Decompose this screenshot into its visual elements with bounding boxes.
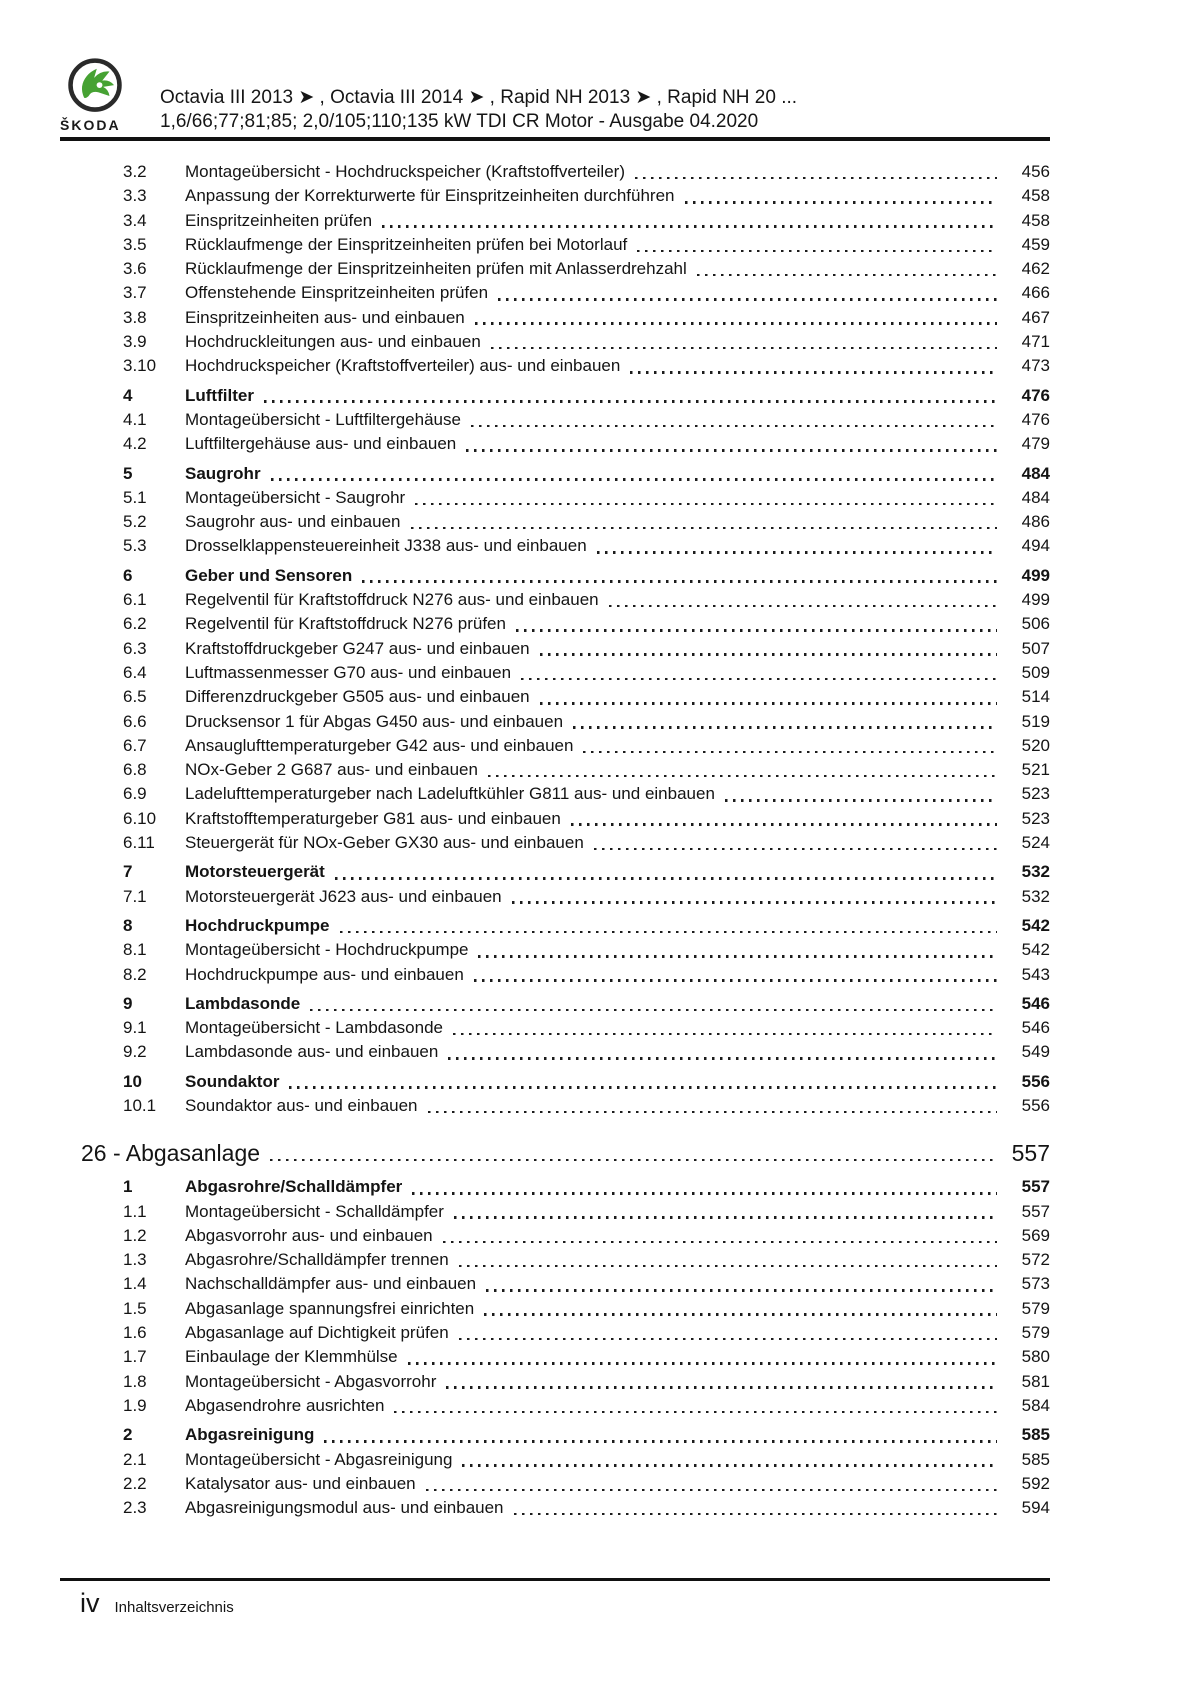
- toc-entry-title: Einspritzeinheiten prüfen: [185, 210, 373, 230]
- toc-entry-title: 26 - Abgasanlage: [81, 1140, 261, 1167]
- dot-leader: [540, 702, 997, 705]
- toc-entry-title: Offenstehende Einspritzeinheiten prüfen: [185, 283, 489, 303]
- toc-entry-row: [60, 637, 1050, 661]
- toc-entry-row: [60, 831, 1050, 855]
- toc-entry-number: 3.3: [123, 186, 147, 206]
- dot-leader: [412, 1192, 997, 1195]
- toc-entry-row: [60, 1345, 1050, 1369]
- toc-entry-number: 1: [123, 1177, 133, 1197]
- dot-leader: [446, 1386, 997, 1389]
- toc-entry-title: Abgasendrohre ausrichten: [185, 1395, 385, 1415]
- toc-entry-page: 479: [1021, 434, 1050, 454]
- toc-entry-page: 486: [1021, 512, 1050, 532]
- toc-entry-title: Abgasanlage spannungsfrei einrichten: [185, 1298, 475, 1318]
- document-titles: [160, 86, 797, 134]
- dot-leader: [521, 678, 997, 681]
- toc-chapter-row: [60, 1138, 1050, 1168]
- toc-entry-page: 581: [1021, 1371, 1050, 1391]
- toc-entry-page: 476: [1021, 409, 1050, 429]
- toc-entry-title: Drucksensor 1 für Abgas G450 aus- und einbauen: [185, 711, 564, 731]
- dot-leader: [516, 629, 997, 632]
- toc-entry-page: 594: [1021, 1498, 1050, 1518]
- dot-leader: [466, 449, 997, 452]
- toc-entry-row: [60, 685, 1050, 709]
- toc-entry-title: Montageübersicht - Lambdasonde: [185, 1018, 443, 1038]
- toc-entry-number: 3.9: [123, 332, 147, 352]
- toc-entry-title: Ladelufttemperaturgeber nach Ladeluftkühler G811 aus- und einbauen: [185, 784, 715, 804]
- toc-entry-page: 523: [1021, 808, 1050, 828]
- toc-entry-title: Nachschalldämpfer aus- und einbauen: [185, 1274, 477, 1294]
- dot-leader: [362, 580, 997, 583]
- toc-entry-number: 1.8: [123, 1371, 147, 1391]
- toc-entry-page: 484: [1021, 463, 1050, 483]
- dot-leader: [310, 1009, 997, 1012]
- dot-leader: [597, 551, 997, 554]
- toc-entry-row: [60, 1200, 1050, 1224]
- dot-leader: [609, 605, 997, 608]
- dot-leader: [415, 503, 997, 506]
- toc-entry-number: 4.1: [123, 409, 147, 429]
- footer-section-label: Inhaltsverzeichnis: [114, 1599, 234, 1616]
- toc-entry-row: [60, 1448, 1050, 1472]
- toc-entry-number: 1.3: [123, 1250, 147, 1270]
- toc-entry-number: 4.2: [123, 434, 147, 454]
- dot-leader: [571, 823, 997, 826]
- toc-entry-page: 471: [1021, 332, 1050, 352]
- toc-entry-row: [60, 1496, 1050, 1520]
- toc-entry-page: 524: [1021, 833, 1050, 853]
- toc-entry-number: 6.11: [123, 833, 155, 853]
- toc-entry-title: Lambdasonde: [185, 993, 301, 1013]
- toc-entry-row: [60, 782, 1050, 806]
- toc-entry-page: 521: [1021, 760, 1050, 780]
- page-header: [60, 56, 1050, 141]
- toc-entry-row: [60, 661, 1050, 685]
- toc-entry-title: Montageübersicht - Hochdruckspeicher (Kraftstoffverteiler): [185, 162, 625, 181]
- toc-entry-title: Anpassung der Korrekturwerte für Einspritzeinheiten durchführen: [185, 186, 675, 206]
- toc-entry-row: [60, 1370, 1050, 1394]
- dot-leader: [725, 799, 997, 802]
- dot-leader: [635, 177, 997, 180]
- brand-name: ŠKODA: [60, 117, 121, 133]
- toc-entry-number: 8: [123, 915, 133, 935]
- toc-entry-title: Motorsteuergerät: [185, 862, 325, 882]
- toc-entry-row: [60, 281, 1050, 305]
- page-footer: [60, 1578, 1050, 1617]
- toc-entry-title: Montageübersicht - Luftfiltergehäuse: [185, 409, 461, 429]
- toc-entry-page: 556: [1021, 1071, 1050, 1091]
- toc-entry-title: Saugrohr: [185, 463, 261, 483]
- toc-entry-title: Luftfilter: [185, 385, 254, 405]
- dot-leader: [484, 1313, 997, 1316]
- dot-leader: [573, 726, 997, 729]
- dot-leader: [474, 979, 997, 982]
- toc-entry-row: [60, 462, 1050, 486]
- toc-entry-title: Einbaulage der Klemmhülse: [185, 1347, 398, 1367]
- toc-entry-number: 5.3: [123, 536, 147, 556]
- dot-leader: [428, 1111, 997, 1114]
- toc-entry-title: Drosselklappensteuereinheit J338 aus- und einbauen: [185, 536, 587, 556]
- dot-leader: [488, 775, 997, 778]
- toc-entry-title: Hochdruckpumpe aus- und einbauen: [185, 964, 464, 984]
- toc-entry-number: 6.2: [123, 614, 147, 634]
- toc-entry-title: Saugrohr aus- und einbauen: [185, 512, 401, 532]
- dot-leader: [411, 527, 998, 530]
- toc-entry-number: 6.3: [123, 638, 147, 658]
- toc-entry-number: 2.1: [123, 1449, 147, 1469]
- toc-entry-row: [60, 354, 1050, 378]
- toc-entry-row: [60, 885, 1050, 909]
- toc-entry-title: Abgasreinigung: [185, 1425, 315, 1445]
- toc-entry-page: 549: [1021, 1042, 1050, 1062]
- toc-entry-row: [60, 330, 1050, 354]
- toc-entry-title: Abgasvorrohr aus- und einbauen: [185, 1225, 433, 1245]
- skoda-logo-icon: [66, 56, 124, 116]
- toc-entry-page: 499: [1021, 565, 1050, 585]
- toc-entry-row: [60, 1248, 1050, 1272]
- dot-leader: [514, 1513, 997, 1516]
- dot-leader: [498, 298, 997, 301]
- toc-entry-title: NOx-Geber 2 G687 aus- und einbauen: [185, 760, 478, 780]
- dot-leader: [459, 1338, 997, 1341]
- toc-entry-row: [60, 963, 1050, 987]
- toc-entry-number: 3.8: [123, 307, 147, 327]
- dot-leader: [512, 901, 997, 904]
- toc-entry-number: 5.1: [123, 487, 147, 507]
- toc-entry-page: 462: [1021, 259, 1050, 279]
- toc-entry-page: 458: [1021, 186, 1050, 206]
- toc-entry-number: 1.9: [123, 1395, 147, 1415]
- toc-entry-row: [60, 612, 1050, 636]
- toc-entry-title: Rücklaufmenge der Einspritzeinheiten prüfen mit Anlasserdrehzahl: [185, 259, 687, 279]
- dot-leader: [340, 931, 997, 934]
- toc-entry-row: [60, 432, 1050, 456]
- toc-entry-row: [60, 710, 1050, 734]
- toc-entry-title: Kraftstoffdruckgeber G247 aus- und einbauen: [185, 638, 530, 658]
- toc-entry-page: 573: [1021, 1274, 1050, 1294]
- dot-leader: [637, 250, 997, 253]
- toc-entry-title: Geber und Sensoren: [185, 565, 353, 585]
- toc-entry-number: 3.5: [123, 234, 147, 254]
- toc-entry-page: 584: [1021, 1395, 1050, 1415]
- toc-entry-row: [60, 486, 1050, 510]
- toc-entry-row: [60, 1394, 1050, 1418]
- toc-entry-row: [60, 938, 1050, 962]
- toc-entry-title: Regelventil für Kraftstoffdruck N276 prüfen: [185, 614, 506, 634]
- toc-entry-row: [60, 1297, 1050, 1321]
- toc-entry-page: 506: [1021, 614, 1050, 634]
- toc-entry-page: 514: [1021, 687, 1050, 707]
- toc-entry-row: [60, 588, 1050, 612]
- toc-entry-number: 1.1: [123, 1201, 147, 1221]
- toc-entry-row: [60, 758, 1050, 782]
- toc-entry-number: 6.6: [123, 711, 147, 731]
- toc-entry-page: 557: [1021, 1177, 1050, 1197]
- toc-entry-page: 569: [1021, 1225, 1050, 1245]
- toc-entry-title: Montageübersicht - Abgasreinigung: [185, 1449, 453, 1469]
- toc-entry-title: Montageübersicht - Saugrohr: [185, 487, 406, 507]
- toc-entry-number: 5: [123, 463, 133, 483]
- toc-entry-row: [60, 807, 1050, 831]
- dot-leader: [408, 1362, 997, 1365]
- document-title-models: Octavia III 2013 ➤ , Octavia III 2014 ➤ , Rapid NH 2013 ➤ , Rapid NH 20 ...: [160, 87, 798, 108]
- toc-entry-row: [60, 1224, 1050, 1248]
- toc-entry-page: 484: [1021, 487, 1050, 507]
- toc-entry-title: Steuergerät für NOx-Geber GX30 aus- und einbauen: [185, 833, 584, 853]
- document-title-engine: 1,6/66;77;81;85; 2,0/105;110;135 kW TDI CR Motor - Ausgabe 04.2020: [160, 111, 759, 132]
- dot-leader: [478, 955, 997, 958]
- folio-page-number: iv: [80, 1588, 100, 1618]
- toc-entry-title: Hochdruckleitungen aus- und einbauen: [185, 332, 481, 352]
- toc-entry-number: 4: [123, 385, 133, 405]
- toc-list: [60, 141, 1050, 1520]
- toc-entry-page: 572: [1021, 1250, 1050, 1270]
- toc-entry-title: Abgasanlage auf Dichtigkeit prüfen: [185, 1323, 449, 1343]
- toc-entry-page: 542: [1021, 940, 1050, 960]
- toc-entry-row: [60, 734, 1050, 758]
- dot-leader: [453, 1033, 997, 1036]
- toc-entry-number: 3.2: [123, 162, 147, 181]
- toc-entry-page: 459: [1021, 234, 1050, 254]
- toc-entry-title: Rücklaufmenge der Einspritzeinheiten prüfen bei Motorlauf: [185, 234, 628, 254]
- dot-leader: [264, 400, 997, 403]
- toc-entry-title: Abgasrohre/Schalldämpfer: [185, 1177, 403, 1197]
- toc-entry-number: 7.1: [123, 886, 147, 906]
- toc-entry-number: 9.1: [123, 1018, 147, 1038]
- toc-entry-number: 3.7: [123, 283, 147, 303]
- toc-entry-row: [60, 1016, 1050, 1040]
- dot-leader: [540, 653, 997, 656]
- dot-leader: [486, 1289, 997, 1292]
- toc-entry-title: Regelventil für Kraftstoffdruck N276 aus- und einbauen: [185, 590, 599, 610]
- dot-leader: [382, 225, 997, 228]
- toc-entry-title: Katalysator aus- und einbauen: [185, 1473, 416, 1493]
- dot-leader: [475, 322, 997, 325]
- toc-entry-title: Einspritzeinheiten aus- und einbauen: [185, 307, 465, 327]
- toc-entry-title: Luftfiltergehäuse aus- und einbauen: [185, 434, 457, 454]
- toc-entry-page: 543: [1021, 964, 1050, 984]
- toc-entry-number: 6: [123, 565, 133, 585]
- toc-entry-page: 557: [1021, 1201, 1050, 1221]
- toc-entry-number: 8.2: [123, 964, 147, 984]
- toc-entry-page: 592: [1021, 1473, 1050, 1493]
- toc-entry-number: 2.2: [123, 1473, 147, 1493]
- toc-entry-page: 458: [1021, 210, 1050, 230]
- toc-entry-number: 6.9: [123, 784, 147, 804]
- toc-entry-row: [60, 233, 1050, 257]
- toc-entry-number: 10: [123, 1071, 142, 1091]
- toc-entry-page: 580: [1021, 1347, 1050, 1367]
- toc-entry-row: [60, 564, 1050, 588]
- dot-leader: [462, 1464, 997, 1467]
- toc-entry-row: [60, 257, 1050, 281]
- toc-entry-page: 507: [1021, 638, 1050, 658]
- dot-leader: [426, 1489, 997, 1492]
- toc-entry-row: [60, 510, 1050, 534]
- toc-entry-title: Soundaktor: [185, 1071, 280, 1091]
- toc-entry-row: [60, 160, 1050, 184]
- toc-entry-number: 1.4: [123, 1274, 147, 1294]
- toc-entry-row: [60, 1423, 1050, 1447]
- toc-entry-page: 476: [1021, 385, 1050, 405]
- toc-entry-page: 579: [1021, 1323, 1050, 1343]
- toc-entry-title: Montageübersicht - Abgasvorrohr: [185, 1371, 437, 1391]
- toc-entry-page: 467: [1021, 307, 1050, 327]
- toc-entry-page: 546: [1021, 993, 1050, 1013]
- toc-entry-page: 519: [1021, 711, 1050, 731]
- toc-entry-page: 546: [1021, 1018, 1050, 1038]
- toc-entry-title: Abgasreinigungsmodul aus- und einbauen: [185, 1498, 504, 1518]
- toc-entry-row: [60, 1175, 1050, 1199]
- toc-entry-row: [60, 209, 1050, 233]
- toc-entry-number: 6.7: [123, 735, 147, 755]
- toc-entry-number: 6.4: [123, 662, 147, 682]
- dot-leader: [685, 201, 998, 204]
- toc-entry-page: 473: [1021, 356, 1050, 376]
- toc-entry-number: 6.5: [123, 687, 147, 707]
- toc-entry-title: Montageübersicht - Hochdruckpumpe: [185, 940, 469, 960]
- toc-entry-number: 1.7: [123, 1347, 147, 1367]
- toc-entry-row: [60, 306, 1050, 330]
- dot-leader: [270, 1159, 997, 1162]
- toc-entry-row: [60, 1070, 1050, 1094]
- dot-leader: [443, 1241, 997, 1244]
- toc-entry-number: 3.10: [123, 356, 157, 376]
- toc-entry-row: [60, 992, 1050, 1016]
- toc-entry-title: Kraftstofftemperaturgeber G81 aus- und einbauen: [185, 808, 561, 828]
- toc-entry-page: 585: [1021, 1425, 1050, 1445]
- toc-entry-number: 2.3: [123, 1498, 147, 1518]
- toc-entry-title: Hochdruckpumpe: [185, 915, 330, 935]
- dot-leader: [454, 1216, 997, 1219]
- toc-entry-number: 1.6: [123, 1323, 147, 1343]
- toc-entry-page: 523: [1021, 784, 1050, 804]
- toc-entry-title: Montageübersicht - Schalldämpfer: [185, 1201, 444, 1221]
- toc-entry-title: Lambdasonde aus- und einbauen: [185, 1042, 439, 1062]
- toc-entry-number: 6.8: [123, 760, 147, 780]
- toc-entry-row: [60, 184, 1050, 208]
- dot-leader: [583, 751, 997, 754]
- toc-entry-row: [60, 408, 1050, 432]
- toc-entry-page: 509: [1021, 662, 1050, 682]
- toc-entry-title: Hochdruckspeicher (Kraftstoffverteiler) aus- und einbauen: [185, 356, 621, 376]
- toc-entry-row: [60, 860, 1050, 884]
- dot-leader: [630, 371, 997, 374]
- brand-block: [60, 56, 142, 133]
- dot-leader: [594, 848, 997, 851]
- toc-entry-title: Motorsteuergerät J623 aus- und einbauen: [185, 886, 502, 906]
- toc-entry-page: 542: [1021, 915, 1050, 935]
- toc-entry-row: [60, 384, 1050, 408]
- dot-leader: [697, 274, 997, 277]
- toc-entry-title: Ansauglufttemperaturgeber G42 aus- und einbauen: [185, 735, 574, 755]
- toc-entry-title: Abgasrohre/Schalldämpfer trennen: [185, 1250, 449, 1270]
- toc-entry-number: 10.1: [123, 1095, 157, 1115]
- toc-entry-row: [60, 1272, 1050, 1296]
- toc-entry-number: 6.10: [123, 808, 157, 828]
- dot-leader: [324, 1440, 997, 1443]
- toc-entry-number: 1.5: [123, 1298, 147, 1318]
- toc-entry-page: 494: [1021, 536, 1050, 556]
- dot-leader: [271, 478, 997, 481]
- toc-entry-page: 556: [1021, 1095, 1050, 1115]
- dot-leader: [448, 1057, 997, 1060]
- toc-entry-page: 585: [1021, 1449, 1050, 1469]
- toc-entry-page: 456: [1021, 162, 1050, 181]
- toc-entry-number: 1.2: [123, 1225, 147, 1245]
- dot-leader: [335, 877, 997, 880]
- toc-entry-number: 3.4: [123, 210, 147, 230]
- dot-leader: [459, 1265, 997, 1268]
- dot-leader: [394, 1411, 997, 1414]
- toc-entry-number: 8.1: [123, 940, 147, 960]
- toc-entry-row: [60, 1040, 1050, 1064]
- toc-entry-number: 3.6: [123, 259, 147, 279]
- toc-entry-number: 5.2: [123, 512, 147, 532]
- toc-entry-row: [60, 1472, 1050, 1496]
- toc-entry-number: 9: [123, 993, 133, 1013]
- toc-entry-number: 9.2: [123, 1042, 147, 1062]
- toc-entry-title: Luftmassenmesser G70 aus- und einbauen: [185, 662, 512, 682]
- toc-entry-page: 532: [1021, 862, 1050, 882]
- toc-entry-page: 466: [1021, 283, 1050, 303]
- toc-entry-row: [60, 1094, 1050, 1118]
- toc-entry-number: 2: [123, 1425, 133, 1445]
- toc-entry-page: 557: [1011, 1140, 1050, 1167]
- dot-leader: [491, 347, 997, 350]
- dot-leader: [471, 425, 997, 428]
- toc-entry-title: Differenzdruckgeber G505 aus- und einbauen: [185, 687, 530, 707]
- toc-entry-page: 532: [1021, 886, 1050, 906]
- toc-entry-number: 6.1: [123, 590, 147, 610]
- toc-entry-title: Soundaktor aus- und einbauen: [185, 1095, 418, 1115]
- toc-entry-page: 499: [1021, 590, 1050, 610]
- dot-leader: [289, 1086, 997, 1089]
- toc-entry-number: 7: [123, 862, 133, 882]
- toc-entry-row: [60, 1321, 1050, 1345]
- toc-entry-page: 579: [1021, 1298, 1050, 1318]
- toc-entry-page: 520: [1021, 735, 1050, 755]
- toc-entry-row: [60, 914, 1050, 938]
- toc-entry-row: [60, 534, 1050, 558]
